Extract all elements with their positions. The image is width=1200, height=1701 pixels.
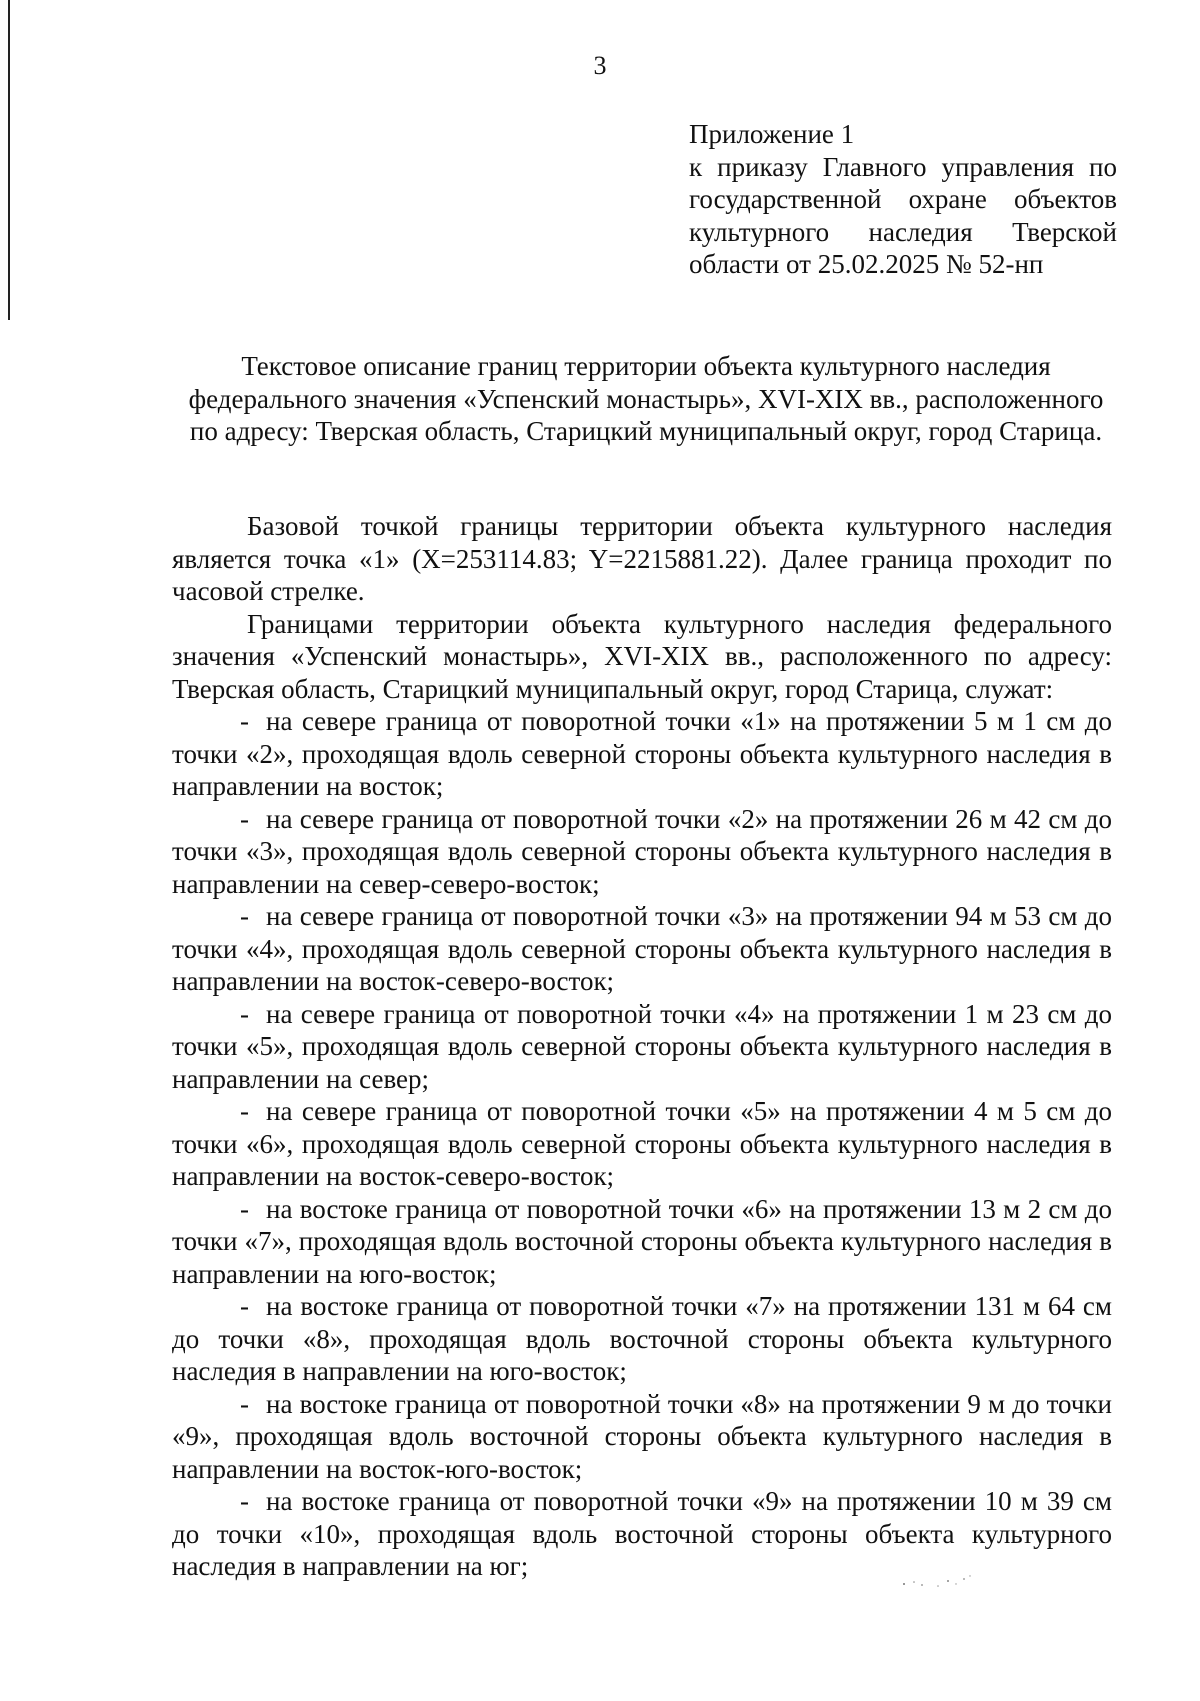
boundary-item-text: на востоке граница от поворотной точки «7» на протяжении 131 м 64 см до точки «8», проходящая вдоль восточной стороны объекта культурного наследия в направлении на юго-восток;	[172, 1291, 1112, 1386]
boundary-item	[172, 1290, 1112, 1388]
scan-edge-line	[8, 0, 10, 320]
boundary-item	[172, 705, 1112, 803]
document-body	[172, 510, 1112, 1583]
boundary-item-text: на севере граница от поворотной точки «2» на протяжении 26 м 42 см до точки «3», проходящая вдоль северной стороны объекта культурного наследия в направлении на север-северо-восток;	[172, 803, 1112, 899]
boundary-item-text: на севере граница от поворотной точки «3» на протяжении 94 м 53 см до точки «4», проходящая вдоль северной стороны объекта культурного наследия в направлении на восток-северо-восток;	[172, 901, 1112, 996]
boundary-item	[172, 1485, 1112, 1583]
appendix-line: культурного наследия Тверской	[689, 216, 1117, 247]
list-dash-marker: -	[240, 1388, 249, 1419]
appendix-line: к приказу Главного управления по	[689, 151, 1117, 182]
boundary-item	[172, 1095, 1112, 1193]
paragraph: Базовой точкой границы территории объекта культурного наследия является точка «1» (X=253114.83; Y=2215881.22). Далее граница проходит по часовой стрелке.	[172, 511, 1112, 606]
boundary-item	[172, 900, 1112, 998]
boundary-item-text: на востоке граница от поворотной точки «9» на протяжении 10 м 39 см до точки «10», проходящая вдоль восточной стороны объекта культурного наследия в направлении на юг;	[172, 1486, 1112, 1581]
appendix-line: области от 25.02.2025 № 52-нп	[689, 249, 1044, 279]
boundary-item	[172, 803, 1112, 901]
paragraph: Границами территории объекта культурного наследия федерального значения «Успенский монастырь», XVI-XIX вв., расположенного по адресу: Тверская область, Старицкий муниципальный округ, город Старица, служат:	[172, 608, 1112, 704]
page-number: 3	[593, 51, 607, 80]
list-dash-marker: -	[240, 1193, 249, 1224]
list-dash-marker: -	[240, 1096, 249, 1126]
list-dash-marker: -	[240, 901, 249, 931]
list-dash-marker: -	[240, 803, 249, 834]
document-heading: Текстовое описание границ территории объекта культурного наследия федерального значения «Успенский монастырь», XVI-XIX вв., расположенного по адресу: Тверская область, Старицкий муниципальный округ, город Старица.	[188, 351, 1104, 446]
scan-speckles	[900, 1572, 990, 1596]
appendix-line: государственной охране объектов	[689, 184, 1117, 214]
appendix-title: Приложение 1	[689, 119, 855, 149]
boundary-item-text: на севере граница от поворотной точки «5» на протяжении 4 м 5 см до точки «6», проходящая вдоль северной стороны объекта культурного наследия в направлении на восток-северо-восток;	[172, 1096, 1112, 1191]
boundary-item	[172, 998, 1112, 1096]
list-dash-marker: -	[240, 998, 249, 1029]
boundary-item	[172, 1388, 1112, 1486]
boundary-item-text: на севере граница от поворотной точки «4» на протяжении 1 м 23 см до точки «5», проходящая вдоль северной стороны объекта культурного наследия в направлении на север;	[172, 998, 1112, 1094]
boundary-item	[172, 1193, 1112, 1291]
appendix-block	[689, 118, 1117, 281]
list-dash-marker: -	[240, 1291, 249, 1321]
boundary-item-text: на севере граница от поворотной точки «1» на протяжении 5 м 1 см до точки «2», проходящая вдоль северной стороны объекта культурного наследия в направлении на восток;	[172, 706, 1112, 801]
list-dash-marker: -	[240, 706, 249, 736]
boundary-item-text: на востоке граница от поворотной точки «6» на протяжении 13 м 2 см до точки «7», проходящая вдоль восточной стороны объекта культурного наследия в направлении на юго-восток;	[172, 1193, 1112, 1289]
list-dash-marker: -	[240, 1486, 249, 1516]
boundary-item-text: на востоке граница от поворотной точки «8» на протяжении 9 м до точки «9», проходящая вдоль восточной стороны объекта культурного наследия в направлении на восток-юго-восток;	[172, 1388, 1112, 1484]
